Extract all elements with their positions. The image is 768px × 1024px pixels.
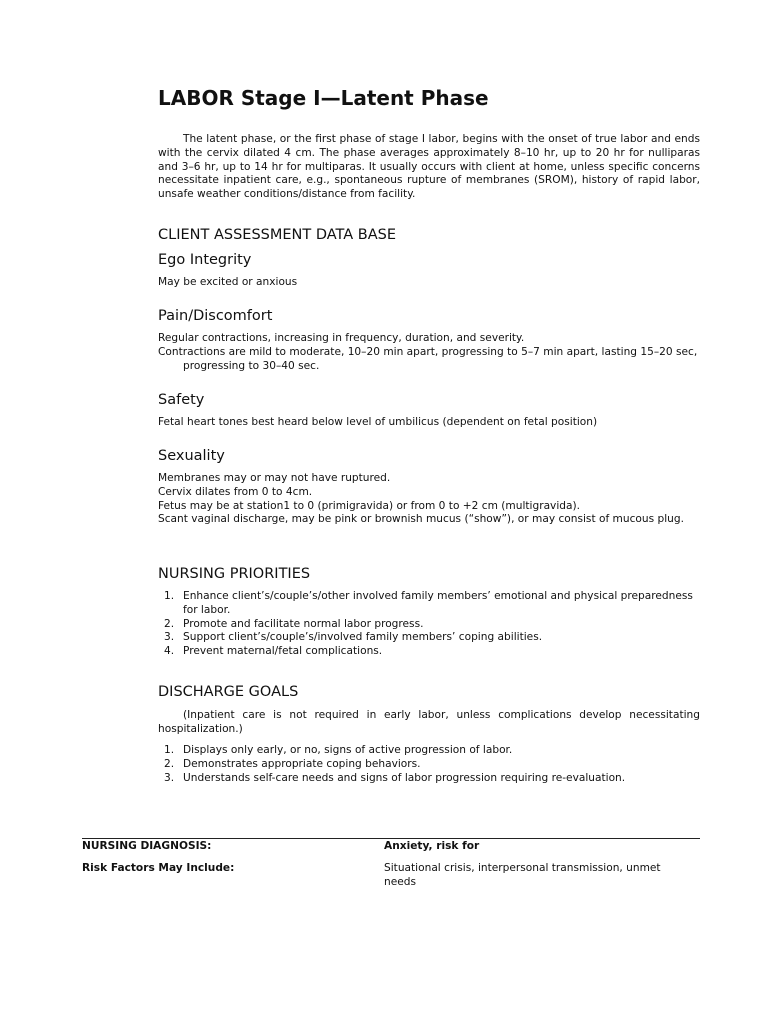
list-item: [164, 631, 703, 645]
risk-factors-label: Risk Factors May Include:: [82, 862, 235, 874]
assessment-heading: CLIENT ASSESSMENT DATA BASE: [158, 227, 397, 243]
list-text: Promote and facilitate normal labor progress.: [183, 617, 424, 630]
safety-line: Fetal heart tones best heard below level of umbilicus (dependent on fetal position): [158, 416, 598, 428]
sexuality-line: Fetus may be at station1 to 0 (primigravida) or from 0 to +2 cm (multigravida).: [158, 499, 580, 512]
list-text: Displays only early, or no, signs of active progression of labor.: [183, 744, 513, 756]
list-number: 4.: [164, 645, 175, 658]
page-title: LABOR Stage I—Latent Phase: [158, 86, 489, 110]
ego-integrity-text: [158, 276, 703, 290]
safety-heading: Safety: [158, 392, 205, 408]
nursing-diagnosis-value: Anxiety, risk for: [384, 840, 480, 852]
priorities-heading: NURSING PRIORITIES: [158, 566, 311, 582]
list-number: 1.: [164, 744, 175, 756]
pain-line: Regular contractions, increasing in frequency, duration, and severity.: [158, 332, 525, 344]
pain-text: [158, 332, 703, 373]
discharge-list: [158, 744, 703, 785]
list-item: [164, 744, 703, 758]
list-item: [164, 645, 703, 659]
priorities-list: [158, 590, 703, 659]
list-number: 3.: [164, 631, 175, 644]
list-text: Understands self-care needs and signs of labor progression requiring re-evaluation.: [183, 771, 626, 784]
list-number: 3.: [164, 771, 175, 784]
sexuality-text: [158, 472, 703, 527]
nursing-diagnosis-label: NURSING DIAGNOSIS:: [82, 840, 212, 852]
safety-text: [158, 416, 703, 430]
discharge-note: (Inpatient care is not required in early labor, unless complications develop necessitating hospitalization.): [158, 709, 700, 735]
list-number: 2.: [164, 617, 175, 630]
list-text: Enhance client’s/couple’s/other involved family members’ emotional and physical preparedness for labor.: [183, 590, 693, 616]
list-item: [164, 771, 703, 786]
sexuality-line: Scant vaginal discharge, may be pink or brownish mucus (“show”), or may consist of mucous plug.: [158, 513, 684, 526]
discharge-heading: DISCHARGE GOALS: [158, 684, 299, 700]
list-item: [164, 590, 703, 618]
ego-line: May be excited or anxious: [158, 276, 298, 288]
sexuality-line: Cervix dilates from 0 to 4cm.: [158, 485, 313, 498]
risk-factors-value: Situational crisis, interpersonal transmission, unmet needs: [384, 862, 661, 888]
list-number: 1.: [164, 590, 175, 602]
list-text: Support client’s/couple’s/involved family members’ coping abilities.: [183, 631, 543, 644]
list-item: [164, 757, 703, 772]
intro-paragraph: The latent phase, or the first phase of stage I labor, begins with the onset of true labor and ends with the cervix dilated 4 cm. The phase averages approximately 8–10 hr, up to 20 hr for nulliparas and 3–6 hr, up to 14 hr for multiparas. It usually occurs with client at home, unless specific concerns necessitate inpatient care, e.g., spontaneous rupture of membranes (SROM), history of rapid labor, unsafe weather conditions/distance from facility.: [158, 133, 700, 201]
list-item: [164, 617, 703, 632]
list-text: Prevent maternal/fetal complications.: [183, 645, 383, 658]
pain-line: Contractions are mild to moderate, 10–20 min apart, progressing to 5–7 min apart, lasting 15–20 sec, progressing to 30–40 sec.: [158, 345, 698, 372]
divider: [82, 838, 700, 839]
sexuality-line: Membranes may or may not have ruptured.: [158, 472, 391, 484]
pain-heading: Pain/Discomfort: [158, 308, 273, 324]
list-number: 2.: [164, 757, 175, 770]
ego-integrity-heading: Ego Integrity: [158, 252, 252, 268]
list-text: Demonstrates appropriate coping behaviors.: [183, 757, 421, 770]
sexuality-heading: Sexuality: [158, 448, 225, 464]
